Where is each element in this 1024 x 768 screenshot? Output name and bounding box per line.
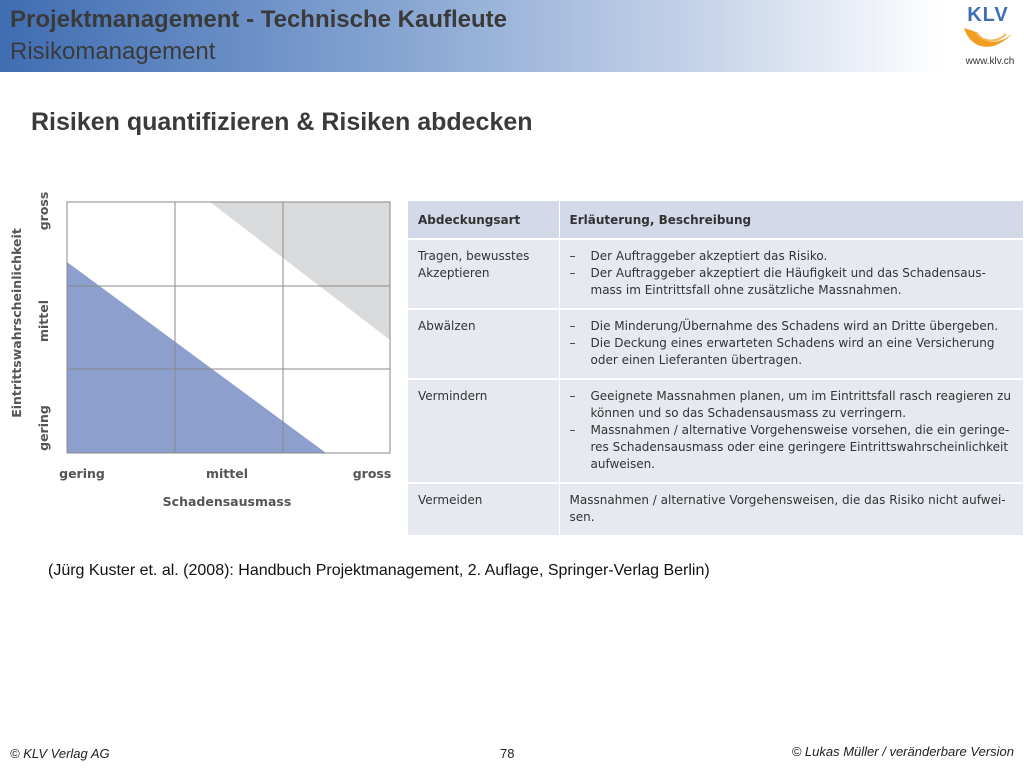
description-item: – Massnahmen / alternative Vorgehensweise vorsehen, die ein geringeres Schadensausmass oder eine geringere Eintrittswahrscheinlichkeit aufweisen. <box>570 422 1014 473</box>
description-item: – Die Deckung eines erwarteten Schadens wird an eine Versicherung oder einen Lieferanten übertragen. <box>570 335 1014 369</box>
description-item: – Der Auftraggeber akzeptiert die Häufigkeit und das Schadensausmass im Eintrittsfall ohne zusätzliche Massnahmen. <box>570 265 1014 299</box>
table-row <box>408 483 1024 535</box>
y-tick-gross: gross <box>36 191 51 231</box>
klv-logo <box>958 4 1018 70</box>
column-header-description: Erläuterung, Beschreibung <box>559 201 1024 239</box>
presentation-title: Projektmanagement - Technische Kaufleute <box>10 6 508 33</box>
coverage-description: Massnahmen / alternative Vorgehensweisen, die das Risiko nicht aufweisen. <box>559 483 1024 535</box>
coverage-type: Vermeiden <box>408 483 559 535</box>
risk-coverage-table <box>408 201 1024 535</box>
y-axis-label: Eintrittswahrscheinlichkeit <box>9 228 24 418</box>
footer-author: © Lukas Müller / veränderbare Version <box>791 744 1014 759</box>
column-header-type: Abdeckungsart <box>408 201 559 239</box>
coverage-type: Vermindern <box>408 379 559 483</box>
page-number: 78 <box>500 746 515 761</box>
description-item: – Der Auftraggeber akzeptiert das Risiko. <box>570 248 1014 265</box>
coverage-type: Abwälzen <box>408 309 559 379</box>
coverage-description <box>559 379 1024 483</box>
x-tick-gering: gering <box>59 466 105 481</box>
x-axis-label: Schadensausmass <box>162 494 292 509</box>
footer-copyright: © KLV Verlag AG <box>10 746 110 761</box>
header-band <box>0 0 1024 72</box>
source-citation: (Jürg Kuster et. al. (2008): Handbuch Projektmanagement, 2. Auflage, Springer-Verlag Berlin) <box>48 562 710 579</box>
low-risk-zone <box>67 262 326 453</box>
table-row <box>408 239 1024 309</box>
x-tick-mittel: mittel <box>205 466 249 481</box>
table-header-row <box>408 201 1024 239</box>
coverage-description <box>559 239 1024 309</box>
y-tick-mittel: mittel <box>36 299 51 343</box>
y-tick-gering: gering <box>36 405 51 451</box>
page-heading: Risiken quantifizieren & Risiken abdecken <box>31 108 533 136</box>
logo-swoosh-icon <box>962 22 1016 56</box>
logo-url: www.klv.ch <box>965 56 1015 67</box>
description-item: – Geeignete Massnahmen planen, um im Eintrittsfall rasch reagieren zu können und so das Schadensausmass zu verringern. <box>570 388 1014 422</box>
coverage-type: Tragen, bewusstes Akzeptieren <box>408 239 559 309</box>
presentation-subtitle: Risikomanagement <box>10 38 216 65</box>
logo-text: KLV <box>967 4 1009 26</box>
table-row <box>408 379 1024 483</box>
risk-matrix <box>6 186 398 516</box>
table-row <box>408 309 1024 379</box>
x-tick-gross: gross <box>352 466 392 481</box>
high-risk-zone <box>210 202 390 340</box>
description-item: – Die Minderung/Übernahme des Schadens wird an Dritte übergeben. <box>570 318 1014 335</box>
coverage-description <box>559 309 1024 379</box>
